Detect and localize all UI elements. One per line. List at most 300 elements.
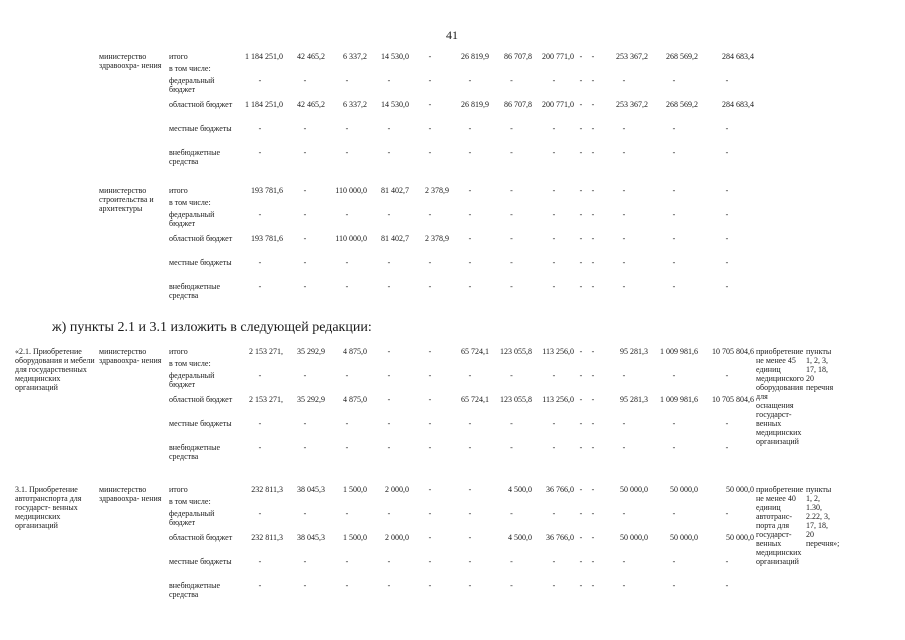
amount-cell: - — [552, 282, 556, 291]
amount-cell: 35 292,9 — [297, 347, 325, 356]
amount-cell: - — [552, 557, 556, 566]
amount-cell — [699, 64, 755, 76]
item-title: «2.1. Приобретение оборудования и мебели для государственных медицинских организаций — [15, 347, 95, 392]
amount-cell: 284 683,4 — [722, 100, 754, 109]
amount-cell: - — [510, 419, 513, 428]
amount-cell: - — [622, 509, 626, 518]
amount-cell: - — [672, 210, 676, 219]
amount-cell: - — [672, 581, 676, 590]
amount-cell: - — [579, 124, 583, 133]
amount-cell: 2 153 271, — [249, 347, 283, 356]
amount-cell: 50 000,0 — [726, 533, 754, 542]
table-row — [14, 52, 838, 64]
amount-cell — [450, 198, 490, 210]
amount-cell: - — [428, 258, 432, 267]
amount-cell: - — [591, 581, 595, 590]
amount-cell: - — [345, 443, 349, 452]
amount-cell: - — [622, 419, 626, 428]
amount-cell: 50 000,0 — [670, 533, 698, 542]
amount-cell: - — [428, 509, 432, 518]
amount-cell: - — [622, 186, 626, 195]
amount-cell — [533, 198, 575, 210]
amount-cell: 200 771,0 — [542, 52, 574, 61]
amount-cell — [236, 497, 284, 509]
amount-cell — [587, 198, 599, 210]
amount-cell — [649, 359, 699, 371]
amount-cell: - — [428, 419, 432, 428]
amount-cell — [284, 198, 326, 210]
amount-cell — [236, 64, 284, 76]
amount-cell: - — [303, 581, 307, 590]
amount-cell: - — [387, 419, 391, 428]
amount-cell: - — [345, 581, 349, 590]
amount-cell — [533, 497, 575, 509]
amount-cell: - — [428, 347, 432, 356]
amount-cell: - — [725, 210, 729, 219]
amount-cell: 193 781,6 — [251, 234, 283, 243]
amount-cell — [368, 497, 410, 509]
amount-cell — [410, 497, 450, 509]
amount-cell: - — [672, 282, 676, 291]
amount-cell: 86 707,8 — [504, 100, 532, 109]
amount-cell: - — [428, 557, 432, 566]
amount-cell: 42 465,2 — [297, 52, 325, 61]
amount-cell: - — [579, 258, 583, 267]
amount-cell: - — [579, 485, 583, 494]
funding-source-label: в том числе: — [169, 359, 211, 368]
funding-source-label: местные бюджеты — [169, 419, 232, 428]
amount-cell: - — [672, 419, 676, 428]
amount-cell: - — [622, 148, 626, 157]
amount-cell: - — [579, 52, 583, 61]
amount-cell: - — [725, 258, 729, 267]
amount-cell: - — [387, 509, 391, 518]
amount-cell: - — [510, 443, 513, 452]
amount-cell: - — [672, 124, 676, 133]
amount-cell: - — [591, 485, 595, 494]
amount-cell: - — [622, 234, 626, 243]
amount-cell: - — [428, 443, 432, 452]
amount-cell: 42 465,2 — [297, 100, 325, 109]
amount-cell: - — [303, 419, 307, 428]
amount-cell: - — [579, 234, 583, 243]
indicator-refs — [805, 186, 838, 306]
amount-cell: - — [591, 509, 595, 518]
amount-cell: 14 530,0 — [381, 52, 409, 61]
funding-source-label: федеральный бюджет — [169, 371, 215, 389]
amount-cell: - — [387, 148, 391, 157]
amount-cell — [490, 64, 533, 76]
amount-cell: 110 000,0 — [335, 234, 367, 243]
amount-cell — [587, 64, 599, 76]
amount-cell: - — [552, 443, 556, 452]
amount-cell: - — [428, 100, 432, 109]
amount-cell — [236, 359, 284, 371]
amount-cell: - — [303, 443, 307, 452]
amount-cell — [326, 359, 368, 371]
amount-cell: - — [591, 395, 595, 404]
amount-cell: - — [591, 76, 595, 85]
amount-cell — [284, 359, 326, 371]
amount-cell — [490, 198, 533, 210]
amount-cell: 284 683,4 — [722, 52, 754, 61]
amount-cell: - — [622, 443, 626, 452]
amount-cell: - — [579, 282, 583, 291]
amount-cell: - — [387, 282, 391, 291]
expected-result — [755, 186, 805, 306]
funding-source-label: федеральный бюджет — [169, 76, 215, 94]
amount-cell — [450, 497, 490, 509]
amount-cell: - — [552, 419, 556, 428]
amount-cell: - — [387, 124, 391, 133]
expected-result — [755, 52, 805, 172]
budget-table-ministry-construction — [14, 186, 838, 306]
amount-cell: - — [725, 234, 729, 243]
amount-cell: - — [672, 443, 676, 452]
amount-cell: 2 378,9 — [425, 234, 449, 243]
amount-cell: - — [591, 371, 595, 380]
amount-cell: - — [303, 124, 307, 133]
amount-cell: 253 367,2 — [616, 100, 648, 109]
amount-cell — [599, 64, 649, 76]
amount-cell: - — [468, 124, 472, 133]
amount-cell: - — [258, 76, 262, 85]
amount-cell — [699, 359, 755, 371]
amount-cell: - — [510, 210, 513, 219]
executor-name: министерство здравоохра- нения — [99, 52, 162, 70]
amount-cell — [587, 359, 599, 371]
amount-cell: - — [258, 581, 262, 590]
amount-cell — [575, 497, 587, 509]
amount-cell: 65 724,1 — [461, 347, 489, 356]
amount-cell — [599, 198, 649, 210]
amount-cell: - — [672, 148, 676, 157]
amount-cell — [575, 64, 587, 76]
amount-cell — [699, 198, 755, 210]
amount-cell — [236, 198, 284, 210]
amount-cell: 268 569,2 — [666, 52, 698, 61]
amount-cell: 193 781,6 — [251, 186, 283, 195]
amount-cell — [450, 359, 490, 371]
amount-cell: 4 875,0 — [343, 347, 367, 356]
funding-source-label: в том числе: — [169, 497, 211, 506]
amount-cell: - — [387, 258, 391, 267]
amount-cell — [410, 64, 450, 76]
amount-cell: - — [579, 419, 583, 428]
funding-source-label: внебюджетные средства — [169, 581, 220, 599]
budget-table-ministry-health — [14, 52, 838, 172]
amount-cell: - — [468, 557, 472, 566]
amount-cell: 113 256,0 — [542, 347, 574, 356]
amount-cell: 14 530,0 — [381, 100, 409, 109]
amount-cell: - — [579, 100, 583, 109]
amount-cell: 36 766,0 — [546, 485, 574, 494]
amount-cell: - — [468, 485, 472, 494]
funding-source-label: в том числе: — [169, 64, 211, 73]
amount-cell: - — [345, 148, 349, 157]
executor-name: министерство строительства и архитектуры — [99, 186, 154, 213]
amount-cell: - — [622, 124, 626, 133]
amount-cell: - — [725, 509, 729, 518]
amount-cell: - — [510, 124, 513, 133]
amount-cell: - — [579, 148, 583, 157]
amount-cell: - — [725, 581, 729, 590]
amount-cell — [587, 497, 599, 509]
amount-cell: - — [258, 443, 262, 452]
amount-cell: - — [579, 533, 583, 542]
amount-cell: 50 000,0 — [620, 533, 648, 542]
amount-cell: 123 055,8 — [500, 395, 532, 404]
funding-source-label: местные бюджеты — [169, 258, 232, 267]
amount-cell: - — [428, 210, 432, 219]
amount-cell: - — [591, 52, 595, 61]
amount-cell: - — [725, 557, 729, 566]
amount-cell: - — [579, 395, 583, 404]
amount-cell: - — [428, 124, 432, 133]
funding-source-label: итого — [169, 347, 188, 356]
indicator-refs: пункты 1, 2, 3, 17, 18, 20 перечня — [806, 347, 834, 392]
amount-cell: 95 281,3 — [620, 347, 648, 356]
amount-cell: - — [303, 509, 307, 518]
amount-cell: 6 337,2 — [343, 100, 367, 109]
funding-source-label: областной бюджет — [169, 234, 233, 243]
amount-cell: 50 000,0 — [670, 485, 698, 494]
amount-cell: 81 402,7 — [381, 186, 409, 195]
amount-cell: - — [510, 557, 513, 566]
amount-cell: 2 000,0 — [385, 485, 409, 494]
amount-cell: 1 500,0 — [343, 533, 367, 542]
amount-cell: - — [622, 282, 626, 291]
amount-cell: - — [345, 282, 349, 291]
funding-source-label: местные бюджеты — [169, 124, 232, 133]
amount-cell: 4 500,0 — [508, 485, 532, 494]
amount-cell: 123 055,8 — [500, 347, 532, 356]
expected-result: приобретение не менее 40 единиц автотранс- порта для государст- венных медицинских организаций — [756, 485, 804, 566]
funding-source-label: внебюджетные средства — [169, 148, 220, 166]
amount-cell: - — [672, 258, 676, 267]
amount-cell: - — [591, 100, 595, 109]
amount-cell: - — [258, 210, 262, 219]
amount-cell: 2 000,0 — [385, 533, 409, 542]
amount-cell: 1 500,0 — [343, 485, 367, 494]
amount-cell: - — [345, 124, 349, 133]
amount-cell: - — [725, 148, 729, 157]
amount-cell: 6 337,2 — [343, 52, 367, 61]
amount-cell: - — [345, 258, 349, 267]
amount-cell: - — [552, 371, 556, 380]
amount-cell: - — [468, 234, 472, 243]
amount-cell: - — [591, 258, 595, 267]
amount-cell: - — [345, 509, 349, 518]
amount-cell: - — [428, 581, 432, 590]
amount-cell: - — [468, 76, 472, 85]
amount-cell: - — [725, 282, 729, 291]
item-title — [14, 186, 98, 306]
amount-cell: - — [725, 443, 729, 452]
budget-table-item-2-1 — [14, 347, 838, 467]
amount-cell: - — [345, 210, 349, 219]
amount-cell: - — [303, 186, 307, 195]
amount-cell: 4 500,0 — [508, 533, 532, 542]
indicator-refs: пункты 1, 2, 1.30, 2.22, 3, 17, 18, 20 перечня»; — [806, 485, 840, 548]
amount-cell: 81 402,7 — [381, 234, 409, 243]
amount-cell: - — [258, 419, 262, 428]
amount-cell: - — [510, 282, 513, 291]
amount-cell: 38 045,3 — [297, 533, 325, 542]
budget-table-item-3-1 — [14, 485, 838, 605]
amount-cell: - — [303, 258, 307, 267]
amount-cell — [533, 359, 575, 371]
amount-cell: - — [258, 371, 262, 380]
amount-cell: - — [579, 347, 583, 356]
amount-cell: - — [258, 282, 262, 291]
amount-cell: - — [622, 210, 626, 219]
amount-cell: - — [672, 234, 676, 243]
amount-cell: 268 569,2 — [666, 100, 698, 109]
amount-cell: 38 045,3 — [297, 485, 325, 494]
amount-cell: 10 705 804,6 — [712, 347, 754, 356]
amount-cell: - — [591, 533, 595, 542]
amount-cell: - — [579, 76, 583, 85]
amount-cell: - — [258, 124, 262, 133]
item-title — [14, 52, 98, 172]
amount-cell: - — [303, 371, 307, 380]
amount-cell: - — [591, 347, 595, 356]
amount-cell — [575, 359, 587, 371]
amount-cell — [599, 359, 649, 371]
amount-cell: - — [579, 581, 583, 590]
amount-cell: - — [345, 371, 349, 380]
amount-cell: 1 009 981,6 — [660, 395, 698, 404]
amount-cell: - — [510, 371, 513, 380]
amount-cell: 86 707,8 — [504, 52, 532, 61]
expected-result: приобретение не менее 45 единиц медицинского оборудования для оснащения государст- венных медицинских организаций — [756, 347, 804, 446]
amount-cell: - — [552, 148, 556, 157]
amount-cell: - — [468, 533, 472, 542]
amount-cell — [649, 64, 699, 76]
amount-cell: - — [622, 76, 626, 85]
amount-cell: - — [345, 419, 349, 428]
amount-cell: - — [428, 76, 432, 85]
amount-cell: - — [387, 347, 391, 356]
item-title: 3.1. Приобретение автотранспорта для государст- венных медицинских организаций — [15, 485, 82, 530]
amount-cell: - — [428, 282, 432, 291]
amount-cell: - — [428, 533, 432, 542]
amount-cell: - — [258, 258, 262, 267]
funding-source-label: итого — [169, 52, 188, 61]
amount-cell: 1 009 981,6 — [660, 347, 698, 356]
amount-cell: - — [552, 186, 556, 195]
amount-cell — [575, 198, 587, 210]
funding-source-label: итого — [169, 186, 188, 195]
amount-cell: - — [591, 210, 595, 219]
amount-cell: - — [428, 485, 432, 494]
amount-cell — [533, 64, 575, 76]
amount-cell: - — [510, 258, 513, 267]
amount-cell — [599, 497, 649, 509]
amount-cell: - — [303, 76, 307, 85]
amount-cell: - — [725, 186, 729, 195]
amount-cell: - — [468, 419, 472, 428]
amount-cell: - — [387, 76, 391, 85]
executor-name: министерство здравоохра- нения — [99, 347, 162, 365]
amount-cell — [410, 359, 450, 371]
amount-cell: - — [468, 210, 472, 219]
amount-cell — [368, 64, 410, 76]
funding-source-label: областной бюджет — [169, 395, 233, 404]
amount-cell: - — [345, 76, 349, 85]
amount-cell: - — [345, 557, 349, 566]
amount-cell — [490, 359, 533, 371]
amount-cell: - — [579, 557, 583, 566]
amount-cell — [410, 198, 450, 210]
amount-cell: - — [591, 282, 595, 291]
amount-cell: - — [303, 148, 307, 157]
amount-cell: - — [552, 124, 556, 133]
amount-cell: - — [552, 76, 556, 85]
amount-cell: - — [510, 509, 513, 518]
amount-cell: - — [552, 509, 556, 518]
amount-cell: - — [510, 76, 513, 85]
amount-cell: 50 000,0 — [620, 485, 648, 494]
amount-cell: - — [468, 509, 472, 518]
amount-cell: - — [510, 186, 513, 195]
amount-cell: 1 184 251,0 — [245, 100, 283, 109]
amount-cell: - — [387, 581, 391, 590]
amount-cell: 232 811,3 — [251, 485, 283, 494]
amount-cell: - — [672, 557, 676, 566]
amount-cell: 2 378,9 — [425, 186, 449, 195]
amount-cell: - — [579, 186, 583, 195]
funding-source-label: областной бюджет — [169, 100, 233, 109]
amount-cell: - — [591, 148, 595, 157]
amount-cell: 10 705 804,6 — [712, 395, 754, 404]
amount-cell: - — [725, 124, 729, 133]
funding-source-label: местные бюджеты — [169, 557, 232, 566]
amount-cell: - — [510, 581, 513, 590]
amount-cell: 35 292,9 — [297, 395, 325, 404]
amount-cell — [326, 198, 368, 210]
amount-cell: - — [387, 371, 391, 380]
amount-cell: 2 153 271, — [249, 395, 283, 404]
amount-cell: - — [468, 443, 472, 452]
amount-cell: 26 819,9 — [461, 52, 489, 61]
amount-cell: - — [428, 52, 432, 61]
amount-cell: - — [552, 210, 556, 219]
amount-cell: - — [258, 148, 262, 157]
amount-cell: - — [428, 371, 432, 380]
amount-cell: - — [672, 509, 676, 518]
amount-cell: - — [591, 234, 595, 243]
amount-cell: - — [468, 371, 472, 380]
amount-cell: 253 367,2 — [616, 52, 648, 61]
amount-cell: - — [510, 148, 513, 157]
executor-name: министерство здравоохра- нения — [99, 485, 162, 503]
amount-cell: - — [591, 124, 595, 133]
amount-cell — [699, 497, 755, 509]
amount-cell: 113 256,0 — [542, 395, 574, 404]
amount-cell: - — [468, 148, 472, 157]
amount-cell: - — [303, 282, 307, 291]
amount-cell: - — [579, 371, 583, 380]
amount-cell: - — [468, 258, 472, 267]
amount-cell: 232 811,3 — [251, 533, 283, 542]
amount-cell: 50 000,0 — [726, 485, 754, 494]
table-row — [14, 347, 838, 359]
amount-cell — [326, 64, 368, 76]
amount-cell: - — [303, 557, 307, 566]
amount-cell: 36 766,0 — [546, 533, 574, 542]
